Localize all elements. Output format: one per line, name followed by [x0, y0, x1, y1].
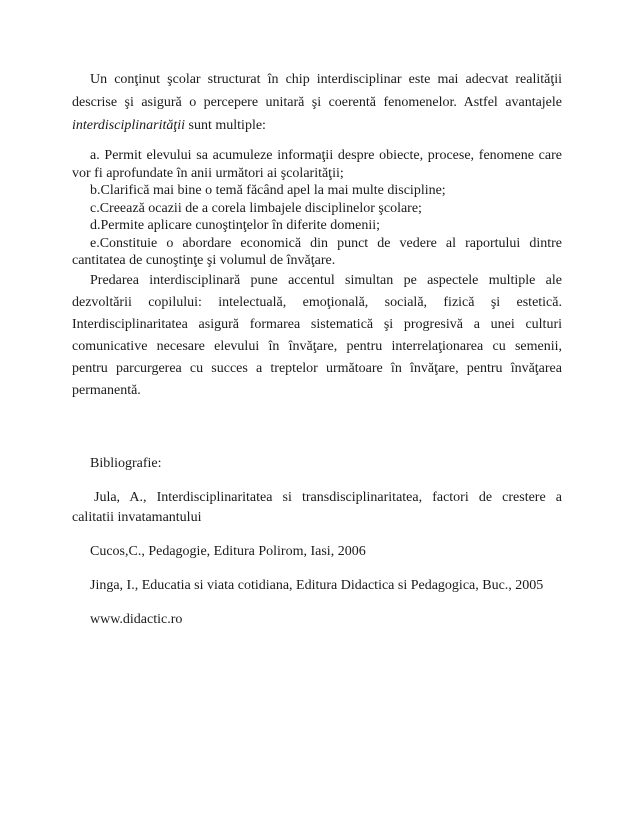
- bibliography-link: www.didactic.ro: [90, 611, 183, 627]
- intro-paragraph: [72, 68, 562, 137]
- bibliography-entry-line: calitatii invatamantului: [72, 509, 202, 525]
- bibliography-entry-line: Jula, A., Interdisciplinaritatea si transdisciplinaritatea, factori de crestere a: [94, 489, 562, 505]
- conclusion-line: permanentă.: [72, 382, 141, 398]
- conclusion-line: dezvoltării copilului: intelectuală, emoţională, socială, fizică şi estetică.: [72, 294, 562, 310]
- emphasis-term: interdisciplinarităţii: [72, 118, 186, 133]
- intro-line: [72, 114, 562, 137]
- list-item-a-continued: vor fi aprofundate în anii următori ai şcolarităţii;: [72, 165, 344, 181]
- bibliography-entry: [72, 576, 562, 596]
- list-item-b: b.Clarifică mai bine o temă făcând apel la mai multe discipline;: [90, 183, 446, 198]
- intro-line: descrise şi asigură o percepere unitară şi coerentă fenomenelor. Astfel avantajele: [72, 95, 562, 110]
- list-item-d: d.Permite aplicare cunoştinţelor în diferite domenii;: [90, 218, 381, 233]
- bibliography-entry-line: Cucos,C., Pedagogie, Editura Polirom, Iasi, 2006: [90, 543, 366, 559]
- bibliography-entry: [72, 542, 562, 562]
- conclusion-line: Interdisciplinaritatea asigură formarea sistematică şi progresivă a unei culturi: [72, 316, 562, 332]
- list-item-e-continued: cantitatea de cunoştinţe şi volumul de învăţare.: [72, 253, 336, 268]
- list-item-a: a. Permit elevului sa acumuleze informaţii despre obiecte, procese, fenomene care: [90, 148, 562, 163]
- conclusion-paragraph: [72, 270, 562, 402]
- bibliography-title: Bibliografie:: [90, 455, 162, 471]
- conclusion-line: comunicative necesare elevului în învăţare, pentru interrelaţionarea cu semenii,: [72, 338, 562, 354]
- intro-line: Un conţinut şcolar structurat în chip interdisciplinar este mai adecvat realităţii: [90, 72, 562, 87]
- bibliography-section: [72, 454, 562, 630]
- bibliography-entry: [72, 610, 562, 630]
- conclusion-line: pentru parcurgerea cu succes a treptelor următoare în învăţare, pentru învăţarea: [72, 360, 562, 376]
- conclusion-line: Predarea interdisciplinară pune accentul simultan pe aspectele multiple ale: [90, 272, 562, 288]
- document-body: [72, 68, 562, 630]
- bibliography-entry: [72, 488, 562, 528]
- advantages-list: [72, 147, 562, 270]
- bibliography-entry-line: Jinga, I., Educatia si viata cotidiana, Editura Didactica si Pedagogica, Buc., 2005: [90, 577, 544, 593]
- list-item-c: c.Creează ocazii de a corela limbajele disciplinelor şcolare;: [90, 200, 422, 216]
- list-item-e: e.Constituie o abordare economică din punct de vedere al raportului dintre: [90, 235, 562, 251]
- intro-line-rest: sunt multiple:: [185, 118, 266, 133]
